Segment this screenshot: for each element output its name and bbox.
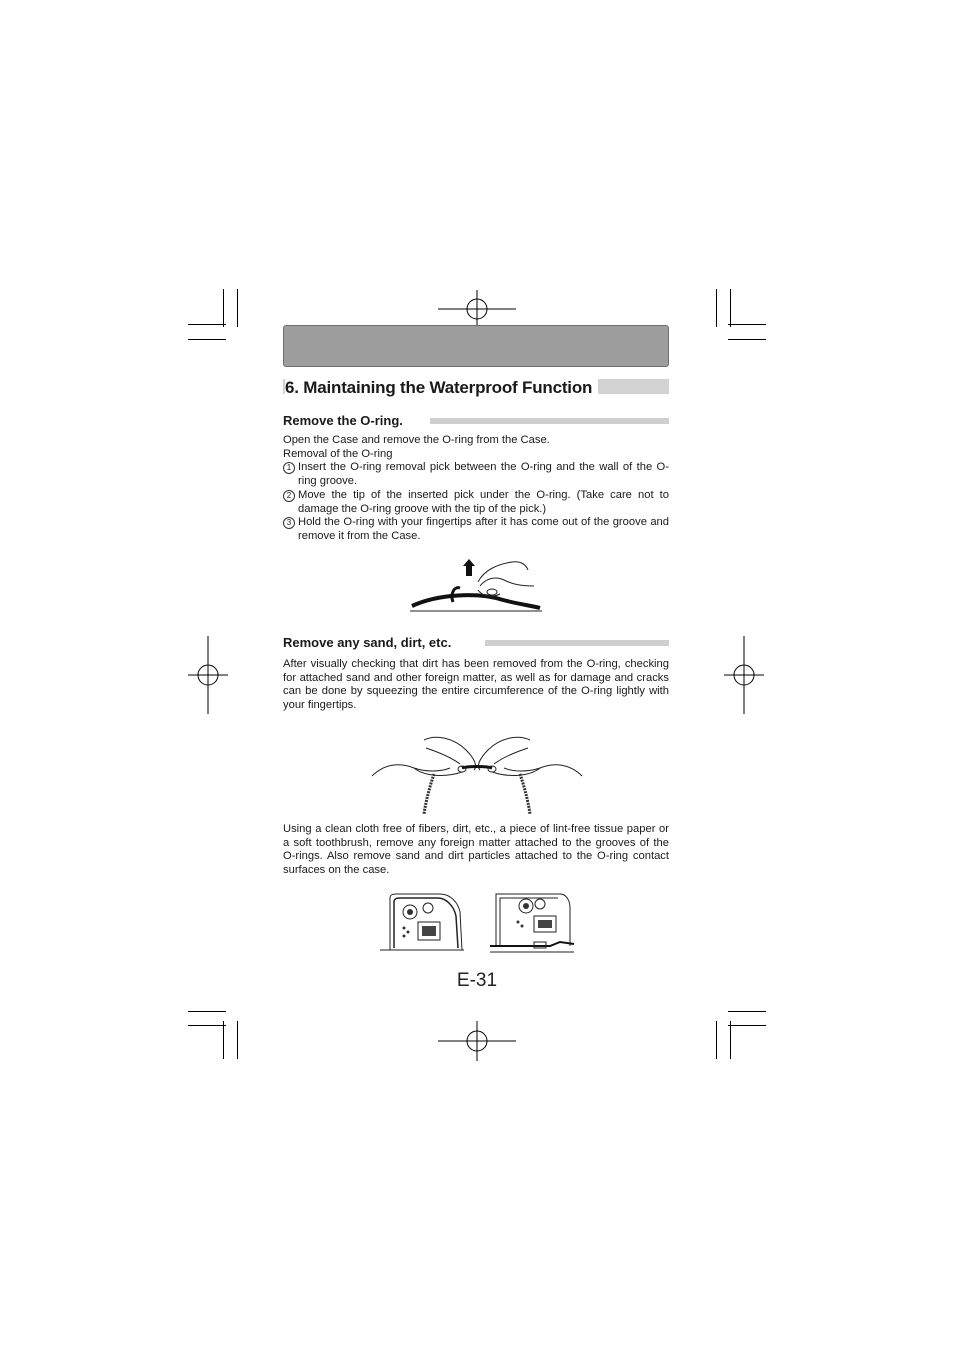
heading-rule	[430, 418, 669, 424]
step-text: Insert the O-ring removal pick between the O-ring and the wall of the O-ring groove.	[298, 461, 669, 487]
step-2	[283, 489, 669, 517]
registration-target-left	[188, 636, 228, 714]
section-title: 6. Maintaining the Waterproof Function	[285, 378, 598, 398]
intro-text: Open the Case and remove the O-ring from the Case.	[283, 434, 550, 446]
step-number: 2	[283, 490, 295, 502]
step-1	[283, 461, 669, 489]
fingertips-squeeze-illustration	[370, 728, 584, 816]
registration-target-bottom	[438, 1021, 516, 1061]
o-ring-removal-illustration	[408, 556, 544, 614]
case-groove-illustration-right	[490, 892, 574, 954]
paragraph-cleaning: Using a clean cloth free of fibers, dirt, etc., a piece of lint-free tissue paper or a soft toothbrush, remove any foreign matter attached to the grooves of the O-rings. Also remove sand and dirt particles attached to the O-ring contact surfaces on the case.	[283, 823, 669, 876]
heading-rule	[485, 640, 669, 646]
subsection-heading-remove-sand	[283, 635, 669, 651]
section-title-band	[283, 378, 669, 397]
registration-target-right	[724, 636, 764, 714]
subsection-heading: Remove the O-ring.	[283, 413, 403, 428]
paragraph-inspection: After visually checking that dirt has been removed from the O-ring, checking for attached sand and other foreign matter, as well as for damage and cracks can be done by squeezing the entire circumference of the O-ring lightly with your fingertips.	[283, 658, 669, 711]
subsection-heading: Remove any sand, dirt, etc.	[283, 635, 452, 650]
step-text: Hold the O-ring with your fingertips after it has come out of the groove and remove it from the Case.	[298, 516, 669, 542]
case-groove-illustration-left	[380, 892, 464, 952]
step-text: Move the tip of the inserted pick under the O-ring. (Take care not to damage the O-ring groove with the tip of the pick.)	[298, 489, 669, 515]
step-3	[283, 516, 669, 544]
registration-target-top	[438, 290, 516, 330]
step-number: 1	[283, 462, 295, 474]
subsection-heading-remove-o-ring	[283, 413, 669, 429]
header-bar	[283, 325, 669, 367]
page-number: E-31	[456, 970, 498, 991]
list-label: Removal of the O-ring	[283, 448, 393, 460]
step-number: 3	[283, 517, 295, 529]
